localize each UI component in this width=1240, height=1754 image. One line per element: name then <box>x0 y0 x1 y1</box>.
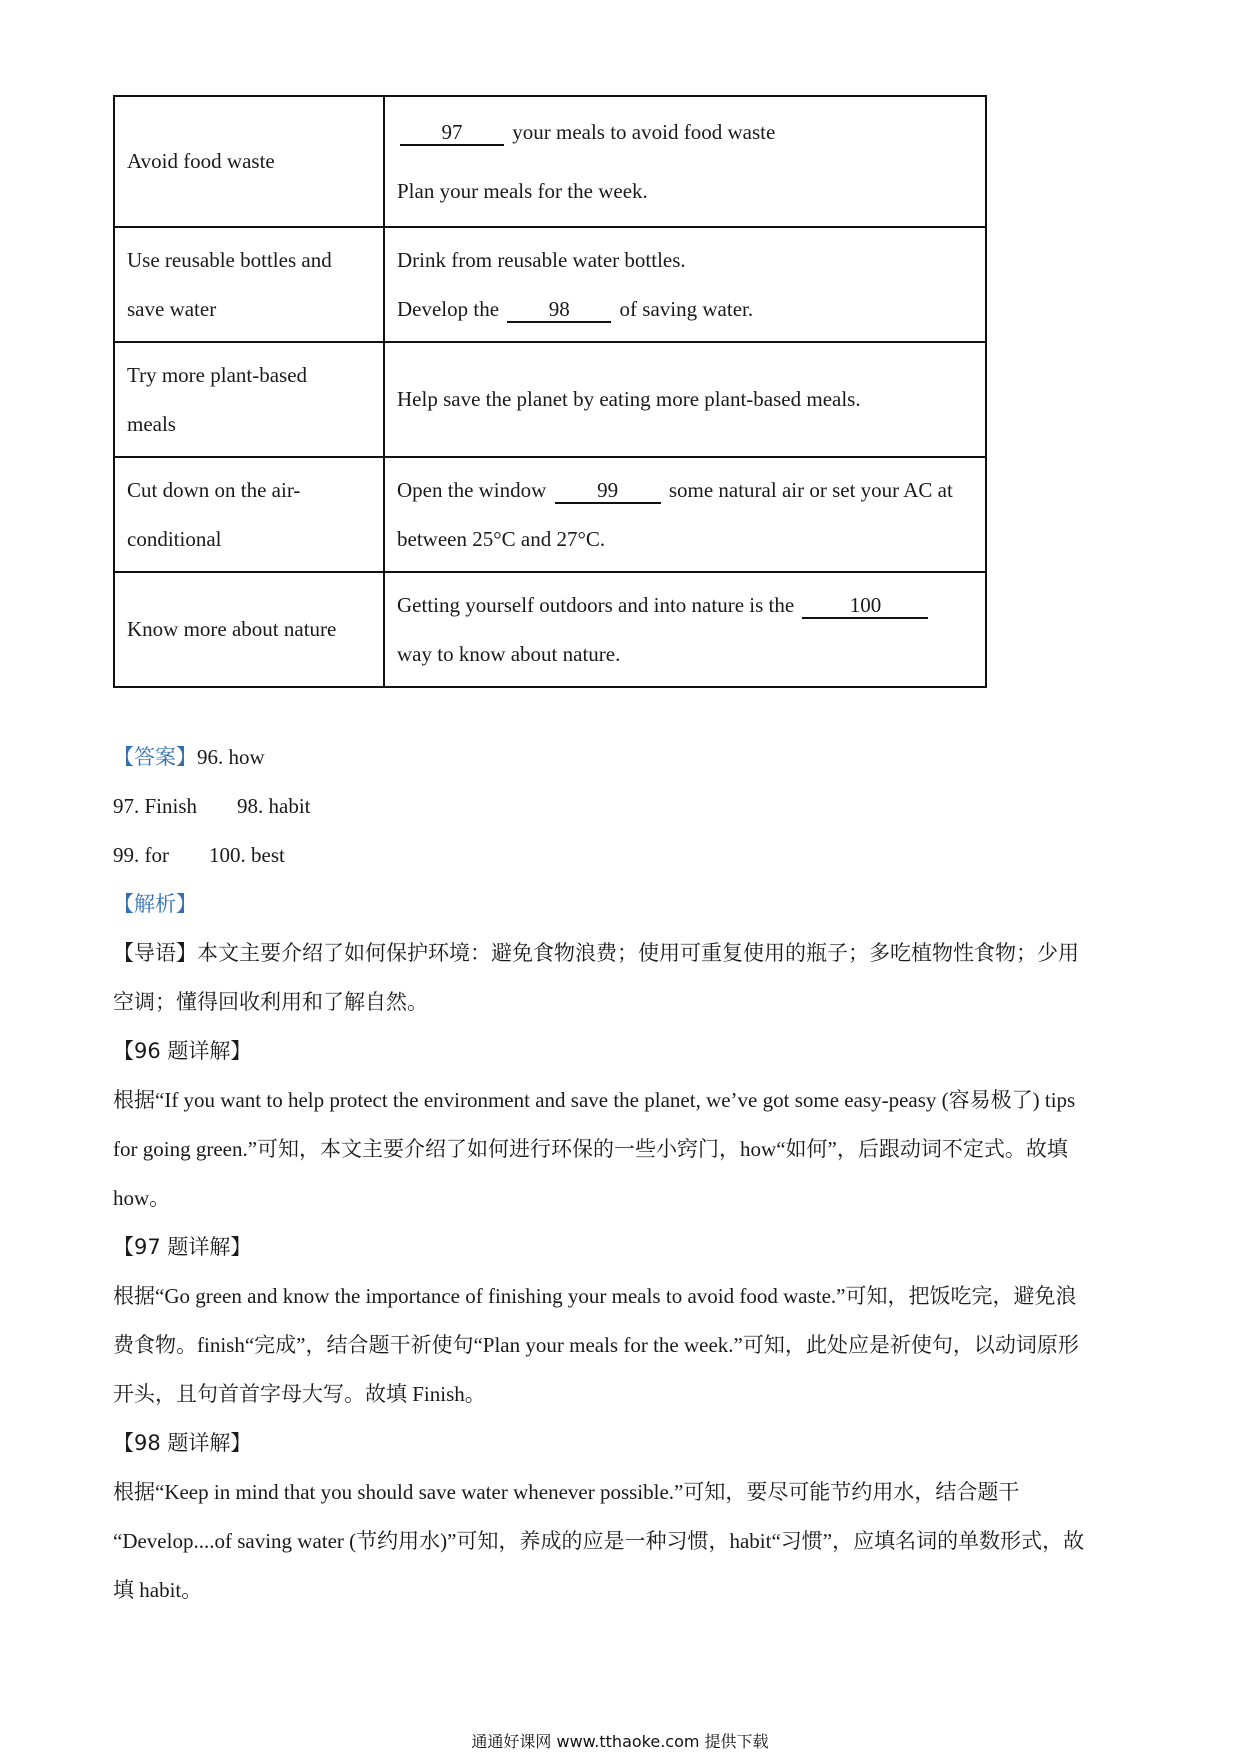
analysis-body <box>113 929 1128 1615</box>
q96-heading: 【96 题详解】 <box>113 1039 252 1063</box>
detail-line: between 25°C and 27°C. <box>397 526 606 551</box>
q97-heading: 【97 题详解】 <box>113 1235 252 1259</box>
detail-text: your meals to avoid food waste <box>512 119 776 144</box>
q98-heading: 【98 题详解】 <box>113 1431 252 1455</box>
q97-text: 根据“Go green and know the importance of finishing your meals to avoid food waste.”可知，把饭吃完，避免浪 <box>113 1284 1077 1308</box>
detail-line: way to know about nature. <box>397 641 621 666</box>
answer-line-1 <box>113 745 265 769</box>
intro-text: 本文主要介绍了如何保护环境：避免食物浪费；使用可重复使用的瓶子；多吃植物性食物；少用 <box>197 941 1079 965</box>
intro-line <box>113 929 1128 978</box>
topic-text: Use reusable bottles and <box>127 247 332 272</box>
q98-text: “Develop....of saving water (节约用水)”可知，养成的应是一种习惯，habit“习惯”，应填名词的单数形式，故 <box>113 1529 1085 1553</box>
table-cell-detail <box>384 96 986 227</box>
topic-text: meals <box>127 411 176 436</box>
table-cell-topic <box>114 96 384 227</box>
q97-text: 费食物。finish“完成”，结合题干祈使句“Plan your meals for the week.”可知，此处应是祈使句，以动词原形 <box>113 1333 1079 1357</box>
topic-text: Avoid food waste <box>127 149 275 173</box>
topic-text: Try more plant-based <box>127 362 308 387</box>
answer-99: 99. for <box>113 843 169 867</box>
blank-97: 97 <box>400 120 504 146</box>
table-row <box>114 457 986 572</box>
analysis-tag: 【解析】 <box>113 892 197 916</box>
table-row <box>114 227 986 342</box>
table-row <box>114 96 986 227</box>
detail-text: of saving water. <box>619 296 754 321</box>
analysis-heading <box>113 892 197 916</box>
q97-text: 开头，且句首首字母大写。故填 Finish。 <box>113 1382 486 1406</box>
q96-text: for going green.”可知，本文主要介绍了如何进行环保的一些小窍门，how“如何”，后跟动词不定式。故填 <box>113 1137 1068 1161</box>
table-cell-topic <box>114 457 384 572</box>
detail-line <box>397 285 973 334</box>
answer-97: 97. Finish <box>113 794 198 818</box>
blank-98: 98 <box>507 297 611 323</box>
table-row <box>114 342 986 457</box>
intro-text: 空调；懂得回收利用和了解自然。 <box>113 990 428 1014</box>
detail-line <box>397 581 973 630</box>
blank-100: 100 <box>802 593 928 619</box>
answer-line-2 <box>113 794 311 818</box>
answer-line-3 <box>113 843 285 867</box>
detail-line <box>397 466 973 515</box>
detail-line <box>397 108 973 157</box>
detail-line: Drink from reusable water bottles. <box>397 247 686 272</box>
topic-text: Know more about nature <box>127 617 337 641</box>
table-row <box>114 572 986 687</box>
detail-text: Getting yourself outdoors and into nature is the <box>397 592 795 617</box>
table-cell-topic <box>114 572 384 687</box>
table-cell-topic <box>114 227 384 342</box>
table-cell-topic <box>114 342 384 457</box>
topic-text: Cut down on the air- <box>127 477 301 502</box>
page-footer: 通通好课网 www.tthaoke.com 提供下载 <box>471 1732 769 1751</box>
blank-99: 99 <box>555 478 661 504</box>
answer-96: 96. how <box>197 745 265 769</box>
intro-tag: 【导语】 <box>113 941 197 965</box>
table-cell-detail <box>384 342 986 457</box>
q96-text: how。 <box>113 1186 171 1210</box>
table-cell-detail <box>384 227 986 342</box>
topic-text: save water <box>127 296 217 321</box>
answer-100: 100. best <box>209 843 285 867</box>
q98-text: 根据“Keep in mind that you should save water whenever possible.”可知，要尽可能节约用水，结合题干 <box>113 1480 1020 1504</box>
detail-text: Open the window <box>397 477 547 502</box>
topic-text: conditional <box>127 526 222 551</box>
table-cell-detail <box>384 457 986 572</box>
q96-text: 根据“If you want to help protect the environment and save the planet, we’ve got some easy-peasy (容易极了) tips <box>113 1088 1076 1112</box>
answer-tag: 【答案】 <box>113 745 197 769</box>
detail-text: some natural air or set your AC at <box>668 477 953 502</box>
detail-text: Help save the planet by eating more plant-based meals. <box>397 387 861 411</box>
tips-table <box>113 95 987 688</box>
detail-text: Develop the <box>397 296 500 321</box>
q98-text: 填 habit。 <box>113 1578 203 1602</box>
table-cell-detail <box>384 572 986 687</box>
answer-98: 98. habit <box>237 794 311 818</box>
detail-line: Plan your meals for the week. <box>397 178 648 203</box>
